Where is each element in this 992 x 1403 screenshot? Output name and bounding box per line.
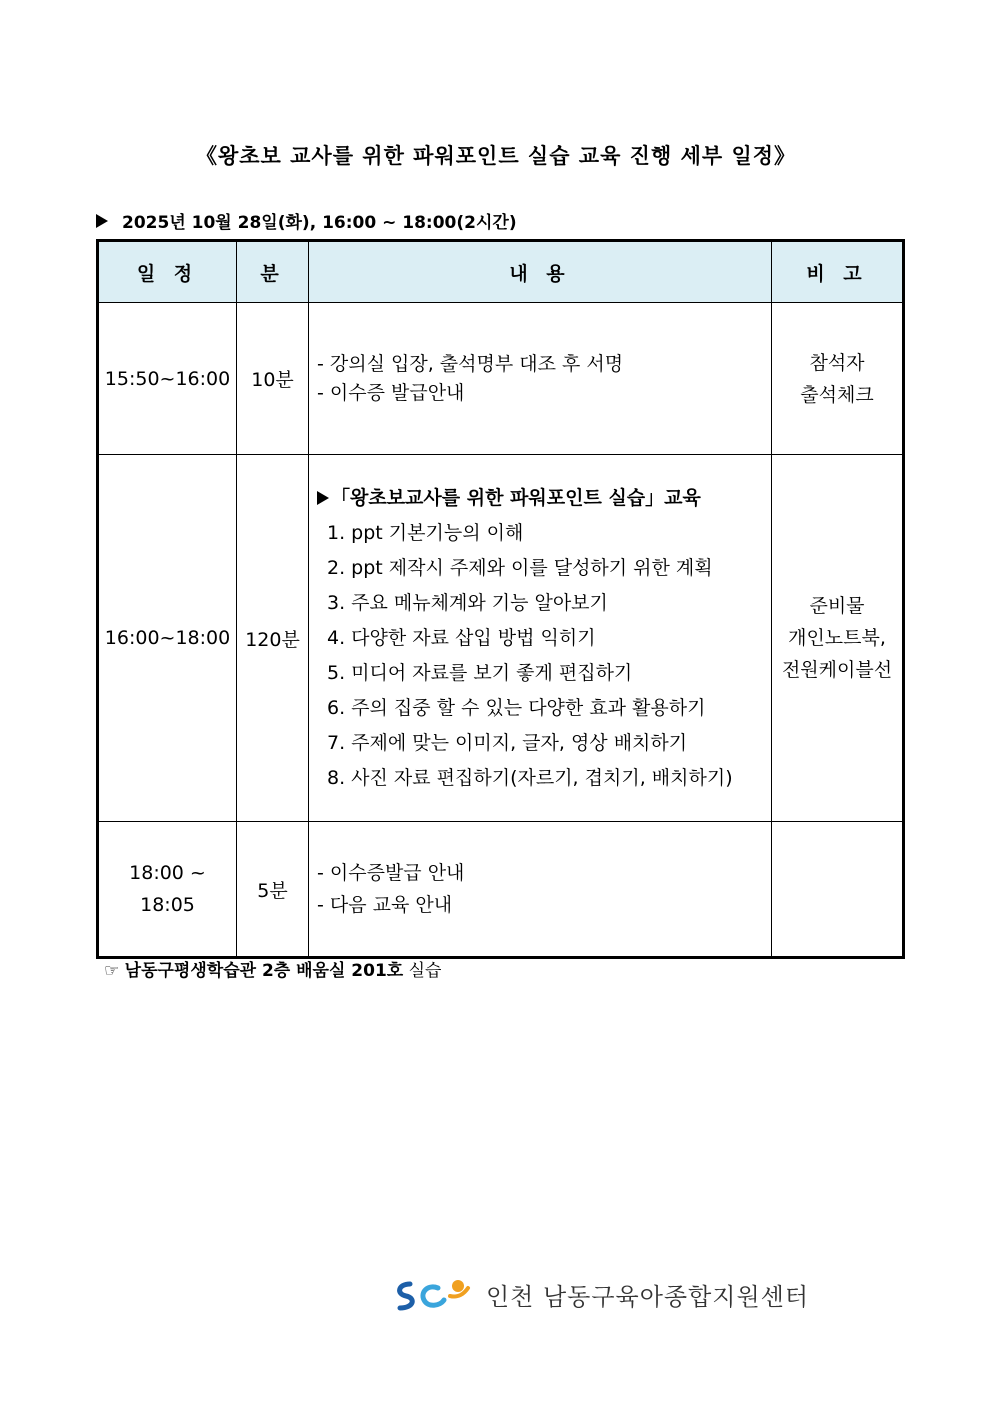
content-heading [317,480,771,516]
content-item: 6. 주의 집중 할 수 있는 다양한 효과 활용하기 [327,697,706,719]
content-item: 3. 주요 메뉴체계와 기능 알아보기 [327,592,608,614]
header-minutes: 분 [237,241,309,303]
header-note: 비 고 [772,241,904,303]
content-item: 4. 다양한 자료 삽입 방법 익히기 [327,627,596,649]
row-note [772,822,904,958]
footnote [104,956,441,981]
date-text: 2025년 10월 28일(화), 16:00 ~ 18:00(2시간) [122,213,517,233]
row-minutes: 10분 [237,303,309,455]
note-line: 개인노트북, [788,627,886,649]
table-row [98,303,904,455]
header-schedule: 일 정 [98,241,237,303]
row-note [772,455,904,822]
triangle-bullet-icon [96,214,108,228]
table-row [98,822,904,958]
time-line: 18:05 [140,894,195,916]
document-title: 《왕초보 교사를 위한 파워포인트 실습 교육 진행 세부 일정》 [195,144,797,168]
date-line [96,208,517,233]
content-item: - 이수증발급 안내 [317,862,465,884]
content-item: 1. ppt 기본기능의 이해 [327,522,524,544]
content-item: - 이수증 발급안내 [317,381,465,404]
content-item: - 강의실 입장, 출석명부 대조 후 서명 [317,352,624,375]
row-note [772,303,904,455]
heading-text: 「왕초보교사를 위한 파워포인트 실습」교육 [331,487,701,509]
organization-logo [392,1276,809,1312]
footnote-rest: 실습 [403,961,442,981]
row-time [98,822,237,958]
footnote-location: 남동구평생학습관 2층 배움실 201호 [124,961,404,981]
content-item: 2. ppt 제작시 주제와 이를 달성하기 위한 계획 [327,557,713,579]
note-line: 준비물 [809,595,865,617]
table-row [98,455,904,822]
center-logo-icon [392,1276,472,1312]
row-time: 16:00~18:00 [98,455,237,822]
row-content [309,455,772,822]
table-header-row [98,241,904,303]
content-item: 7. 주제에 맞는 이미지, 글자, 영상 배치하기 [327,732,688,754]
content-item: - 다음 교육 안내 [317,894,453,916]
logo-text: 인천 남동구육아종합지원센터 [486,1282,810,1311]
schedule-table [96,239,905,959]
pointing-hand-icon: ☞ [104,961,120,981]
row-content [309,303,772,455]
note-line: 전원케이블선 [781,659,893,681]
row-time: 15:50~16:00 [98,303,237,455]
row-minutes: 5분 [237,822,309,958]
content-item: 5. 미디어 자료를 보기 좋게 편집하기 [327,662,633,684]
row-content [309,822,772,958]
triangle-bullet-icon [317,491,329,505]
header-content: 내 용 [309,241,772,303]
note-line: 출석체크 [800,383,874,406]
content-item: 8. 사진 자료 편집하기(자르기, 겹치기, 배치하기) [327,767,733,789]
row-minutes: 120분 [237,455,309,822]
note-line: 참석자 [809,351,865,374]
time-line: 18:00 ~ [129,862,206,884]
